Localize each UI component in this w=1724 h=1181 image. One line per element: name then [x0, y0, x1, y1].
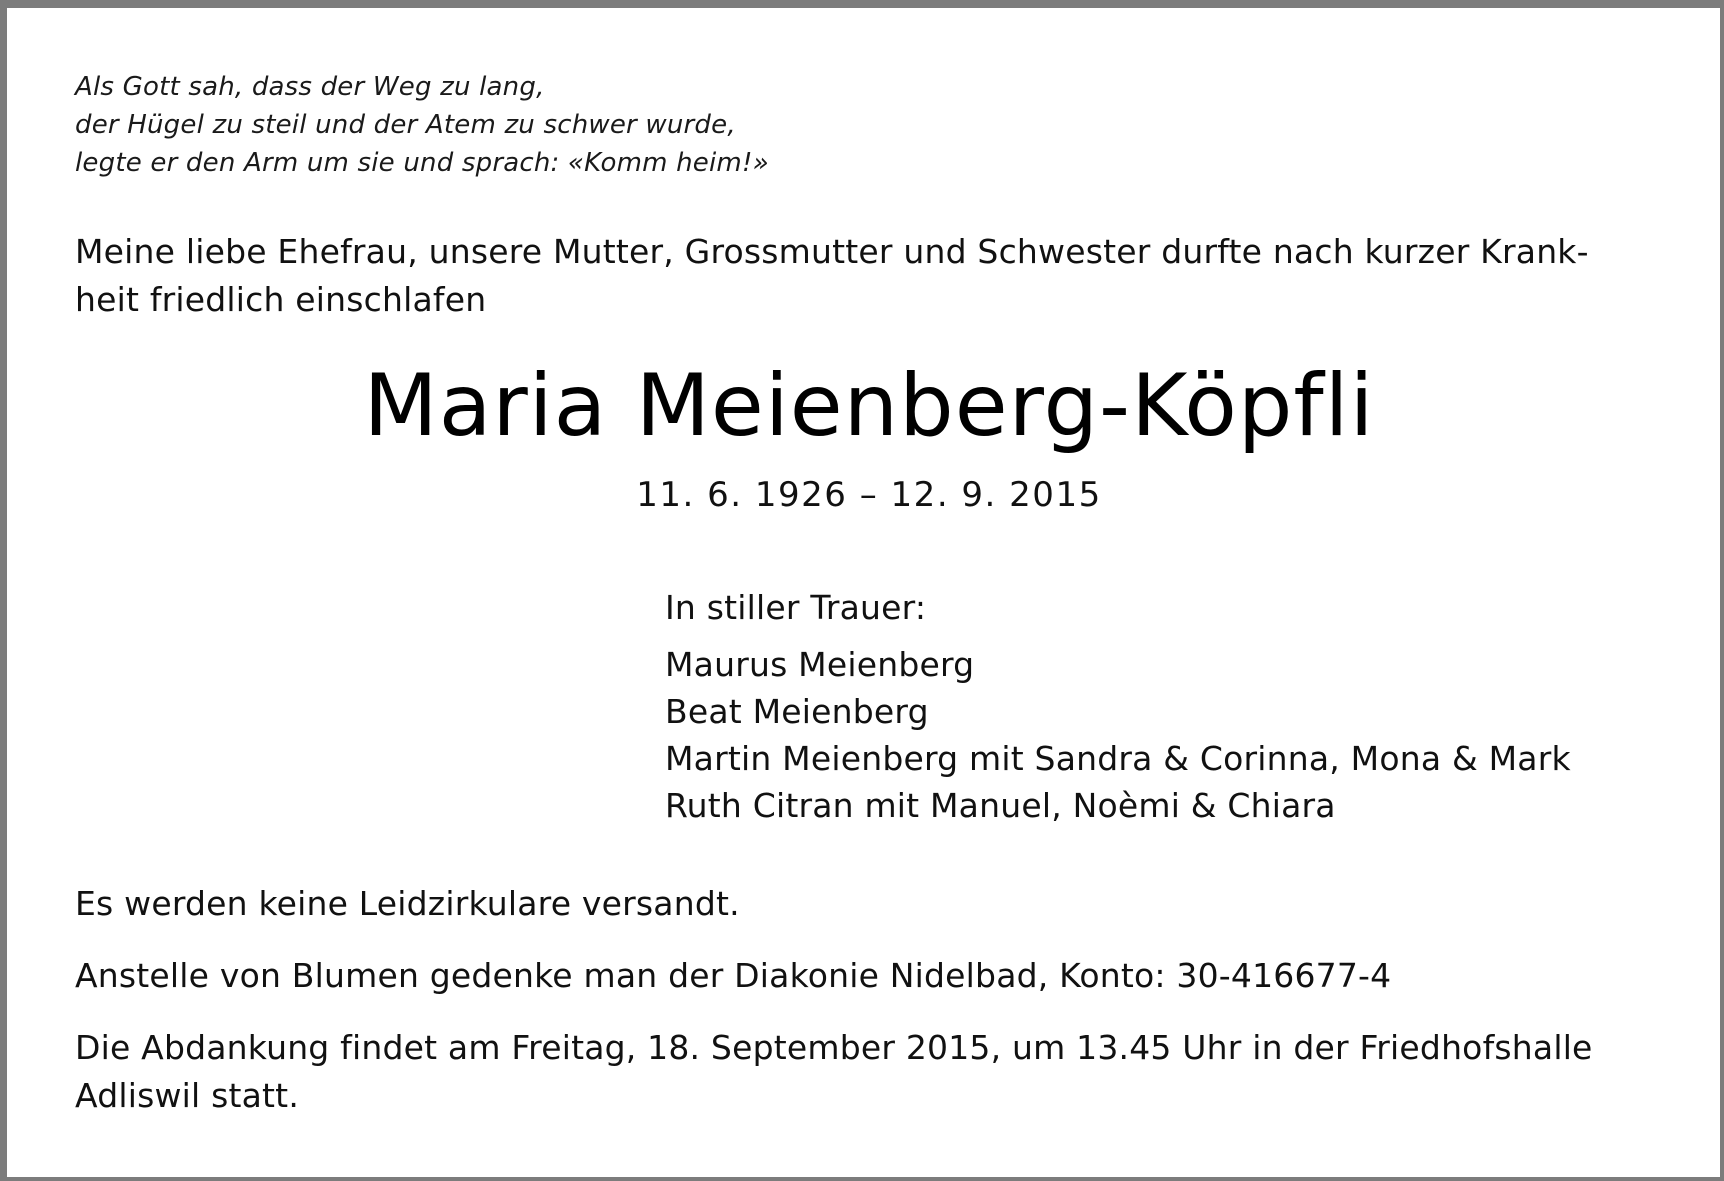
funeral-service-note — [75, 1024, 1593, 1120]
poem-line: Als Gott sah, dass der Weg zu lang, — [75, 72, 545, 102]
no-circulars-note: Es werden keine Leidzirkulare versandt. — [75, 884, 740, 923]
intro-line: Meine liebe Ehefrau, unsere Mutter, Grossmutter und Schwester durfte nach kurzer Krank- — [75, 232, 1589, 271]
obituary-notice — [7, 8, 1720, 1177]
mourners-list — [665, 641, 1571, 829]
intro-line: heit friedlich einschlafen — [75, 280, 487, 319]
service-line: Adliswil statt. — [75, 1076, 300, 1115]
poem-line: der Hügel zu steil und der Atem zu schwer wurde, — [75, 110, 736, 140]
deceased-name: Maria Meienberg-Köpfli — [363, 356, 1375, 456]
mourning-heading: In stiller Trauer: — [665, 588, 927, 627]
mourner-name: Beat Meienberg — [665, 692, 929, 731]
intro-text — [75, 228, 1589, 324]
life-dates: 11. 6. 1926 – 12. 9. 2015 — [636, 475, 1102, 515]
mourner-name: Martin Meienberg mit Sandra & Corinna, Mona & Mark — [665, 739, 1571, 778]
service-line: Die Abdankung findet am Freitag, 18. September 2015, um 13.45 Uhr in der Friedhofshalle — [75, 1028, 1593, 1067]
mourner-name: Ruth Citran mit Manuel, Noèmi & Chiara — [665, 786, 1336, 825]
donation-note: Anstelle von Blumen gedenke man der Diakonie Nidelbad, Konto: 30-416677-4 — [75, 956, 1392, 995]
poem-line: legte er den Arm um sie und sprach: «Komm heim!» — [75, 148, 769, 178]
poem-verse — [75, 68, 769, 182]
mourner-name: Maurus Meienberg — [665, 645, 975, 684]
